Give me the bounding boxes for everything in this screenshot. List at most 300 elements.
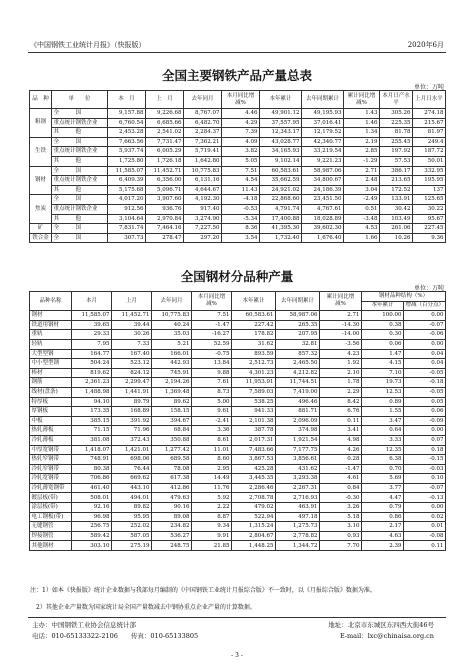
value-cell: 49,901.12 — [260, 109, 302, 119]
value-cell: 7,663.56 — [108, 137, 146, 147]
value-cell: 39.44 — [112, 320, 152, 330]
footer-row-2 — [32, 631, 434, 640]
table1-header-cell: 单 位 — [52, 91, 108, 109]
value-cell: 9.34 — [192, 522, 232, 532]
table-row — [30, 224, 446, 234]
value-cell: 4.29 — [222, 118, 260, 128]
table2-header-cell: 增减（百分点） — [404, 301, 446, 311]
value-cell: 2.17 — [362, 522, 404, 532]
value-cell: 461.40 — [72, 483, 112, 493]
value-cell: 706.86 — [72, 474, 112, 484]
table-row — [30, 320, 446, 330]
value-cell: 227.45 — [413, 224, 446, 234]
value-cell: 249.4 — [413, 137, 446, 147]
value-cell: 6,131.16 — [184, 176, 222, 186]
value-cell: 168.89 — [112, 407, 152, 417]
value-cell: 52.59 — [192, 339, 232, 349]
table-row — [30, 147, 446, 157]
table-row — [30, 233, 446, 243]
value-cell: 4,212.82 — [276, 368, 320, 378]
value-cell: 37,016.41 — [302, 118, 344, 128]
table1-header-cell: 本 月 — [108, 91, 146, 109]
value-cell: 30.42 — [380, 204, 413, 214]
value-cell: 1,448.25 — [232, 541, 276, 551]
value-cell: 7.95 — [72, 339, 112, 349]
value-cell: 261.06 — [380, 224, 413, 234]
value-cell: 9,221.23 — [302, 156, 344, 166]
value-cell: 10,775.83 — [184, 166, 222, 176]
value-cell: -0.03 — [404, 464, 446, 474]
table-row — [30, 378, 446, 388]
table2-header-cell: 去年同月 — [152, 292, 192, 311]
table1-header-cell: 上 月 — [146, 91, 184, 109]
value-cell: -0.30 — [320, 493, 362, 503]
unit-cell: 其 他 — [52, 156, 108, 166]
table1-header-cell: 累计同比增减% — [344, 91, 380, 109]
value-cell: 5.05 — [222, 156, 260, 166]
value-cell: 425.28 — [232, 464, 276, 474]
table-row — [30, 455, 446, 465]
table-row — [30, 330, 446, 340]
product-name-cell: 线材(盘条) — [30, 387, 72, 397]
value-cell: 1.34 — [344, 128, 380, 138]
value-cell: 10,775.83 — [152, 311, 192, 321]
value-cell: 0.00 — [404, 339, 446, 349]
product-name-cell: 重轨 — [30, 330, 72, 340]
value-cell: 256.75 — [72, 522, 112, 532]
value-cell: 1,488.98 — [72, 387, 112, 397]
value-cell: 0.30 — [362, 330, 404, 340]
table1-header-cell: 上月日水平 — [413, 91, 446, 109]
value-cell: 234.82 — [152, 522, 192, 532]
value-cell: 89.08 — [152, 512, 192, 522]
value-cell: 11,585.07 — [72, 311, 112, 321]
value-cell: 4,644.67 — [184, 185, 222, 195]
value-cell: 824.12 — [112, 368, 152, 378]
product-name-cell: 热轧薄板 — [30, 426, 72, 436]
value-cell: 385.15 — [72, 416, 112, 426]
product-name-cell: 电工钢板(带) — [30, 512, 72, 522]
value-cell: 100.00 — [362, 311, 404, 321]
value-cell: 1,275.73 — [276, 522, 320, 532]
value-cell: 7,419.00 — [276, 387, 320, 397]
value-cell: 1.78 — [320, 378, 362, 388]
value-cell: 4.53 — [344, 224, 380, 234]
value-cell: 60,583.61 — [260, 166, 302, 176]
value-cell: 207.95 — [276, 330, 320, 340]
value-cell: 2,716.93 — [276, 493, 320, 503]
table1-header-cell: 本年累计 — [260, 91, 302, 109]
table-row — [30, 512, 446, 522]
value-cell: 0.05 — [404, 397, 446, 407]
value-cell: 21.85 — [192, 541, 232, 551]
value-cell: 58,987.06 — [276, 311, 320, 321]
value-cell: 391.92 — [112, 416, 152, 426]
table-row — [30, 311, 446, 321]
value-cell: 164.77 — [72, 349, 112, 359]
value-cell: 1,726.18 — [146, 156, 184, 166]
value-cell: 3.82 — [222, 147, 260, 157]
value-cell: 81.78 — [380, 128, 413, 138]
value-cell: 297.20 — [184, 233, 222, 243]
value-cell: 6,409.39 — [108, 176, 146, 186]
value-cell: 1,725.80 — [108, 156, 146, 166]
value-cell: 6,356.00 — [146, 176, 184, 186]
value-cell: 2,361.23 — [72, 378, 112, 388]
product-name-cell: 镀层板(带) — [30, 493, 72, 503]
unit-cell: 重点统计钢铁企业 — [52, 176, 108, 186]
table-row — [30, 397, 446, 407]
value-cell: 5.21 — [152, 339, 192, 349]
value-cell: 5,096.71 — [146, 185, 184, 195]
table-row — [30, 214, 446, 224]
value-cell: 350.88 — [152, 435, 192, 445]
value-cell: 172.52 — [380, 185, 413, 195]
value-cell: 42,340.77 — [302, 137, 344, 147]
value-cell: 0.18 — [404, 445, 446, 455]
value-cell: 12,343.17 — [260, 128, 302, 138]
value-cell: -0.18 — [404, 378, 446, 388]
value-cell: 4,301.23 — [232, 368, 276, 378]
value-cell: 1.66 — [344, 233, 380, 243]
value-cell: 35.03 — [152, 330, 192, 340]
product-name-cell: 轻轨 — [30, 339, 72, 349]
product-name-cell: 钢筋 — [30, 378, 72, 388]
value-cell: 11.01 — [192, 445, 232, 455]
table-row — [30, 474, 446, 484]
value-cell: 0.04 — [404, 349, 446, 359]
table-row — [30, 349, 446, 359]
value-cell: 4,017.20 — [108, 195, 146, 205]
value-cell: 2.10 — [320, 368, 362, 378]
table-row — [30, 118, 446, 128]
value-cell: -14.30 — [320, 320, 362, 330]
value-cell: 39,602.30 — [302, 224, 344, 234]
product-name-cell: 中板 — [30, 416, 72, 426]
product-name-cell: 冷轧窄钢带 — [30, 464, 72, 474]
value-cell: 617.38 — [152, 474, 192, 484]
value-cell: 2,778.82 — [276, 531, 320, 541]
unit-cell: 重点统计钢铁企业 — [52, 147, 108, 157]
category-cell: 焦炭 — [30, 195, 52, 224]
value-cell: 0.64 — [362, 426, 404, 436]
table-row — [30, 416, 446, 426]
value-cell: 3.47 — [362, 416, 404, 426]
value-cell: 1.46 — [344, 118, 380, 128]
value-cell: 2.29 — [320, 387, 362, 397]
product-name-cell: 冷轧宽钢带 — [30, 474, 72, 484]
value-cell: 303.10 — [72, 541, 112, 551]
value-cell: 0.10 — [404, 474, 446, 484]
value-cell: 9.36 — [413, 233, 446, 243]
value-cell: 50.01 — [413, 156, 446, 166]
value-cell: 33,219.54 — [302, 147, 344, 157]
page-header — [30, 40, 444, 50]
value-cell: -2.41 — [192, 416, 232, 426]
table-row — [30, 531, 446, 541]
value-cell: 19.73 — [362, 378, 404, 388]
value-cell: 5.18 — [320, 512, 362, 522]
value-cell: 3.33 — [362, 435, 404, 445]
value-cell: 7,362.21 — [184, 137, 222, 147]
value-cell: 197.92 — [380, 147, 413, 157]
value-cell: 2,299.47 — [112, 378, 152, 388]
value-cell: 5,719.41 — [184, 147, 222, 157]
value-cell: 57.53 — [380, 156, 413, 166]
footer-organizer: 主办：中国钢铁工业协会信息统计部 — [32, 621, 136, 629]
value-cell: 0.89 — [362, 397, 404, 407]
value-cell: 4.98 — [320, 435, 362, 445]
value-cell: 0.06 — [362, 339, 404, 349]
value-cell: -1.47 — [320, 464, 362, 474]
value-cell: 508.01 — [72, 493, 112, 503]
value-cell: 89.82 — [112, 503, 152, 513]
value-cell: 137 — [413, 185, 446, 195]
footer-row-1 — [32, 620, 434, 629]
value-cell: -0.13 — [404, 493, 446, 503]
value-cell: 7,227.50 — [184, 224, 222, 234]
value-cell: 275.19 — [112, 541, 152, 551]
value-cell: 7,464.16 — [146, 224, 184, 234]
value-cell: 387.78 — [232, 426, 276, 436]
value-cell: 3,293.38 — [276, 474, 320, 484]
table2-header-cell: 钢材品种结构（%） — [362, 292, 446, 302]
value-cell: 13.84 — [192, 359, 232, 369]
value-cell: 2,096.09 — [276, 416, 320, 426]
value-cell: 9,157.88 — [108, 109, 146, 119]
table-row — [30, 426, 446, 436]
table-row — [30, 407, 446, 417]
value-cell: 9.91 — [192, 531, 232, 541]
value-cell: 6.76 — [320, 407, 362, 417]
value-cell: 857.32 — [276, 349, 320, 359]
value-cell: 1,676.40 — [302, 233, 344, 243]
value-cell: 6,685.66 — [146, 118, 184, 128]
summary-production-table — [29, 90, 446, 243]
table-row — [30, 483, 446, 493]
value-cell: 1.92 — [320, 359, 362, 369]
value-cell: 4,791.74 — [260, 204, 302, 214]
value-cell: 7.70 — [320, 541, 362, 551]
value-cell: -0.09 — [404, 416, 446, 426]
value-cell: 7.33 — [112, 339, 152, 349]
value-cell: 1,418.07 — [72, 445, 112, 455]
table2-title: 全国钢材分品种产量 — [180, 269, 294, 284]
value-cell: 2.85 — [344, 147, 380, 157]
value-cell: 497.18 — [276, 512, 320, 522]
value-cell: 9.61 — [192, 407, 232, 417]
value-cell: 2.19 — [344, 137, 380, 147]
table2-header-cell: 累计同比增减% — [320, 292, 362, 311]
value-cell: 3.54 — [222, 233, 260, 243]
category-cell: 铁合金 — [30, 233, 52, 243]
value-cell: 227.42 — [232, 320, 276, 330]
value-cell: 3.04 — [344, 185, 380, 195]
unit-cell: 全 国 — [52, 166, 108, 176]
category-cell: 粗钢 — [30, 109, 52, 138]
table-row — [30, 368, 446, 378]
value-cell: 81.97 — [413, 128, 446, 138]
value-cell: 7.39 — [222, 128, 260, 138]
value-cell: 479.63 — [152, 493, 192, 503]
value-cell: 39.65 — [72, 320, 112, 330]
value-cell: 1,441.91 — [112, 387, 152, 397]
table2-header-cell: 去年同期累计 — [276, 292, 320, 311]
value-cell: 494.01 — [112, 493, 152, 503]
table2-header-cell: 品种名称 — [30, 292, 72, 311]
value-cell: 305.26 — [380, 109, 413, 119]
value-cell: 1,732.40 — [260, 233, 302, 243]
table2-header-cell: 本年累计 — [232, 292, 276, 311]
product-name-cell: 棒材 — [30, 368, 72, 378]
value-cell: 80.38 — [72, 464, 112, 474]
value-cell: 34,165.93 — [260, 147, 302, 157]
table1-title: 全国主要钢铁产品产量总表 — [161, 68, 312, 83]
value-cell: 11,744.51 — [276, 378, 320, 388]
value-cell: 7.10 — [362, 368, 404, 378]
value-cell: 332.95 — [413, 166, 446, 176]
value-cell: 32.81 — [276, 339, 320, 349]
product-name-cell: 中厚宽钢带 — [30, 445, 72, 455]
value-cell: 2.22 — [192, 503, 232, 513]
value-cell: 2,512.73 — [232, 359, 276, 369]
value-cell: 8.73 — [192, 387, 232, 397]
unit-cell: 其 他 — [52, 214, 108, 224]
value-cell: 589.42 — [72, 531, 112, 541]
product-name-cell: 涂层板(带) — [30, 503, 72, 513]
issue-date: 2020年6月 — [407, 41, 444, 49]
table2-header-cell: 上月 — [112, 292, 152, 311]
value-cell: 0.11 — [320, 416, 362, 426]
value-cell: 881.71 — [276, 407, 320, 417]
unit-cell: 全 国 — [52, 224, 108, 234]
value-cell: 4,767.61 — [302, 204, 344, 214]
value-cell: 23,451.50 — [302, 195, 344, 205]
unit-cell: 全 国 — [52, 195, 108, 205]
value-cell: 178.82 — [232, 330, 276, 340]
value-cell: 4.09 — [222, 137, 260, 147]
value-cell: -2.49 — [344, 195, 380, 205]
value-cell: 7.61 — [192, 378, 232, 388]
value-cell: 3,907.60 — [146, 195, 184, 205]
value-cell: 167.40 — [112, 349, 152, 359]
value-cell: 2,708.78 — [232, 493, 276, 503]
value-cell: 8.42 — [320, 397, 362, 407]
value-cell: -16.27 — [192, 330, 232, 340]
value-cell: 443.10 — [112, 483, 152, 493]
value-cell: 89.62 — [152, 397, 192, 407]
value-cell: 2,453.28 — [108, 128, 146, 138]
value-cell: 587.05 — [112, 531, 152, 541]
value-cell: 372.43 — [112, 435, 152, 445]
publication-name: 《中国钢铁工业统计月报》（快报版） — [30, 41, 146, 49]
table1-header-cell: 去年同期累计 — [302, 91, 344, 109]
value-cell: 936.76 — [146, 204, 184, 214]
value-cell: -4.18 — [222, 195, 260, 205]
value-cell: 11,585.07 — [108, 166, 146, 176]
value-cell: 431.62 — [276, 464, 320, 474]
unit-cell: 重点统计钢铁企业 — [52, 204, 108, 214]
value-cell: 1,315.24 — [232, 522, 276, 532]
value-cell: 31.62 — [232, 339, 276, 349]
value-cell: 0.04 — [404, 359, 446, 369]
value-cell: 213.65 — [380, 176, 413, 186]
value-cell: 941.33 — [232, 407, 276, 417]
value-cell: 35,662.59 — [260, 176, 302, 186]
value-cell: 0.06 — [404, 407, 446, 417]
value-cell: 2.71 — [320, 311, 362, 321]
table-row — [30, 435, 446, 445]
value-cell: 17,400.88 — [260, 214, 302, 224]
table-row — [30, 195, 446, 205]
table1-header-cell: 去年同月 — [184, 91, 222, 109]
value-cell: 12.35 — [362, 445, 404, 455]
value-cell: 265.35 — [276, 320, 320, 330]
value-cell: 34,800.67 — [302, 176, 344, 186]
value-cell: 2,970.84 — [146, 214, 184, 224]
value-cell: -0.06 — [404, 330, 446, 340]
value-cell: 522.94 — [232, 512, 276, 522]
value-cell: 748.91 — [72, 455, 112, 465]
value-cell: 173.35 — [72, 407, 112, 417]
value-cell: 0.00 — [404, 503, 446, 513]
value-cell: 248.75 — [152, 541, 192, 551]
value-cell: 0.00 — [404, 426, 446, 436]
value-cell: 30.22 — [413, 204, 446, 214]
value-cell: -1.47 — [192, 320, 232, 330]
value-cell: 225.35 — [380, 118, 413, 128]
value-cell: 4.46 — [222, 109, 260, 119]
value-cell: 412.86 — [152, 483, 192, 493]
value-cell: 2,541.02 — [146, 128, 184, 138]
product-name-cell: 钢材 — [30, 311, 72, 321]
value-cell: 68.84 — [152, 426, 192, 436]
table2-header-cell: 本年累计 — [362, 301, 404, 311]
table2-header-cell: 本月 — [72, 292, 112, 311]
value-cell: 0.00 — [404, 311, 446, 321]
value-cell: 0.01 — [404, 522, 446, 532]
value-cell: 912.56 — [108, 204, 146, 214]
value-cell: 2,267.31 — [276, 483, 320, 493]
table1-header-cell: 品 种 — [30, 91, 52, 109]
value-cell: 381.08 — [72, 435, 112, 445]
value-cell: 78.08 — [152, 464, 192, 474]
value-cell: 7,731.47 — [146, 137, 184, 147]
category-cell: 矿 — [30, 224, 52, 234]
value-cell: 2,465.50 — [276, 359, 320, 369]
value-cell: 255.45 — [380, 137, 413, 147]
value-cell: 2,286.46 — [232, 483, 276, 493]
table1-unit: 单位：万吨 — [413, 84, 444, 91]
product-name-cell: 其他钢材 — [30, 541, 72, 551]
table-row — [30, 445, 446, 455]
value-cell: 60,583.61 — [232, 311, 276, 321]
value-cell: 0.93 — [320, 531, 362, 541]
value-cell: 24,186.39 — [302, 185, 344, 195]
value-cell: 4.47 — [362, 493, 404, 503]
value-cell: 30.26 — [112, 330, 152, 340]
footer-phone: 电话：010-65133322-2106 传真：010-65133805 — [32, 632, 199, 640]
product-name-cell: 热轧窄钢带 — [30, 455, 72, 465]
value-cell: 1,921.54 — [276, 435, 320, 445]
value-cell: 5.92 — [192, 493, 232, 503]
product-name-cell: 大型型钢 — [30, 349, 72, 359]
product-name-cell: 冷轧薄宽钢带 — [30, 483, 72, 493]
table-row — [30, 464, 446, 474]
value-cell: 2.39 — [362, 541, 404, 551]
product-name-cell: 厚钢板 — [30, 407, 72, 417]
value-cell: 6,005.29 — [146, 147, 184, 157]
